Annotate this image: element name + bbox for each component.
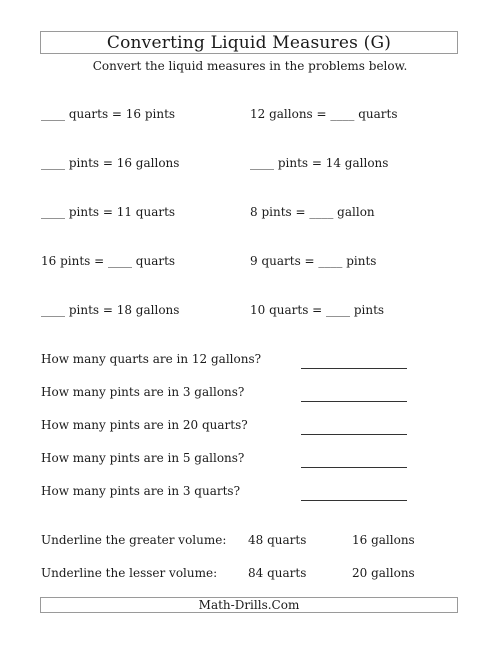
comparison-option: 48 quarts [248,533,307,547]
comparison-prompt: Underline the lesser volume: [41,566,218,580]
word-problem: How many pints are in 3 gallons? [41,385,245,399]
word-problem: How many quarts are in 12 gallons? [41,352,262,366]
word-problem: How many pints are in 3 quarts? [41,484,241,498]
comparison-prompt: Underline the greater volume: [41,533,227,547]
instructions: Convert the liquid measures in the problems below. [92,59,408,73]
conversion-problem: 8 pints = ____ gallon [250,205,375,219]
comparison-option: 16 gallons [352,533,415,547]
word-problem: How many pints are in 5 gallons? [41,451,245,465]
conversion-problem: 10 quarts = ____ pints [250,303,385,317]
title-box [40,31,458,54]
answer-line [301,467,407,468]
conversion-problem: ____ pints = 11 quarts [41,205,176,219]
answer-line [301,401,407,402]
conversion-problem: ____ pints = 18 gallons [41,303,180,317]
conversion-problem: ____ pints = 16 gallons [41,156,180,170]
conversion-problem: 9 quarts = ____ pints [250,254,377,268]
comparison-option: 20 gallons [352,566,415,580]
page-title: Converting Liquid Measures (G) [106,33,392,53]
footer-box [40,597,458,613]
conversion-problem: ____ pints = 14 gallons [250,156,389,170]
conversion-problem: ____ quarts = 16 pints [41,107,176,121]
conversion-problem: 16 pints = ____ quarts [41,254,176,268]
conversion-problem: 12 gallons = ____ quarts [250,107,398,121]
word-problem: How many pints are in 20 quarts? [41,418,248,432]
footer-text: Math-Drills.Com [198,598,300,612]
answer-line [301,434,407,435]
answer-line [301,368,407,369]
answer-line [301,500,407,501]
comparison-option: 84 quarts [248,566,307,580]
